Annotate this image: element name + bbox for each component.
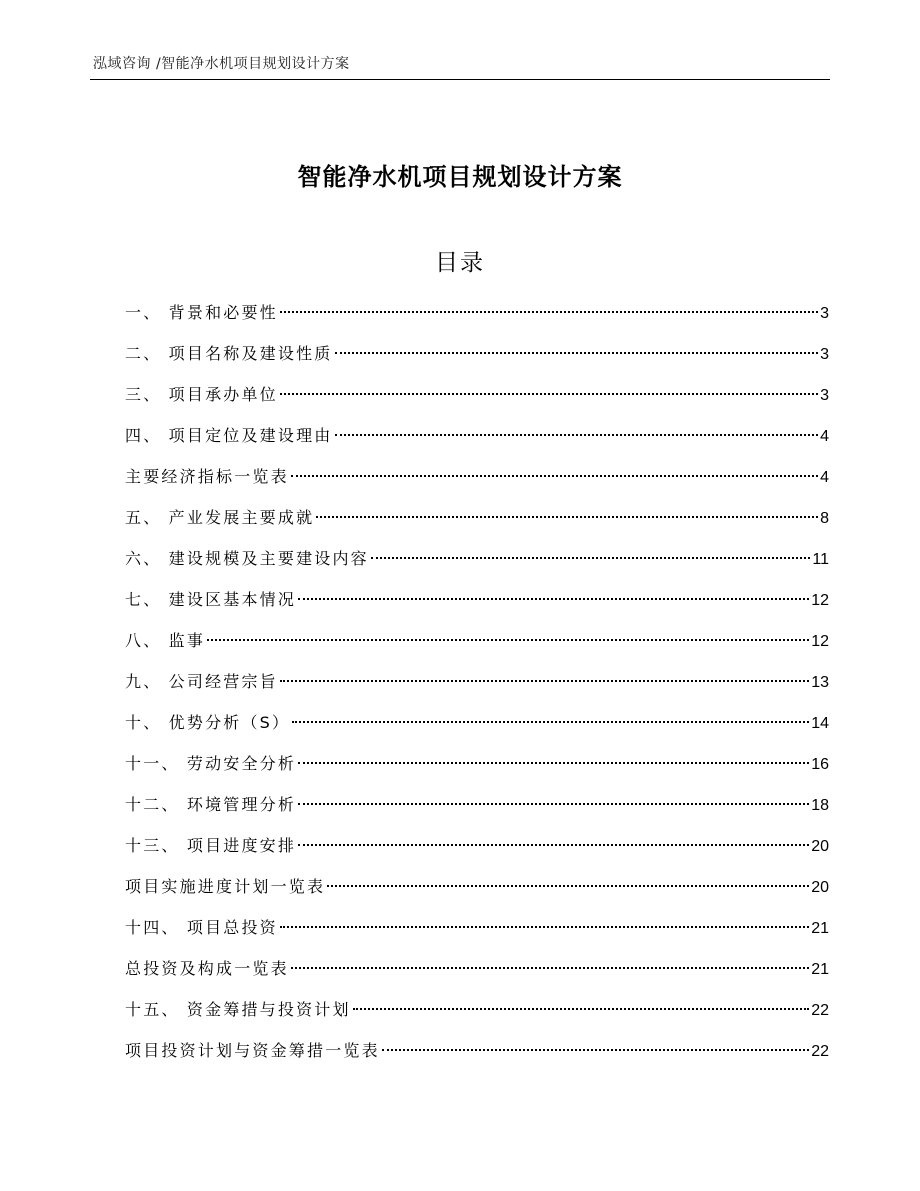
toc-page-number: 3 [820, 305, 829, 322]
toc-dot-leader [298, 844, 809, 846]
toc-entry-label: 十五、 资金筹措与投资计划 [125, 1000, 351, 1019]
table-of-contents [125, 296, 829, 1075]
toc-page-number: 14 [811, 715, 829, 732]
toc-entry[interactable] [125, 296, 829, 337]
toc-page-number: 11 [812, 551, 829, 568]
toc-entry-label: 十四、 项目总投资 [125, 918, 278, 937]
toc-entry[interactable] [125, 993, 829, 1034]
toc-page-number: 8 [820, 510, 829, 527]
toc-page-number: 22 [811, 1043, 829, 1060]
toc-page-number: 4 [820, 428, 829, 445]
toc-dot-leader [335, 352, 819, 354]
toc-entry[interactable] [125, 706, 829, 747]
toc-entry[interactable] [125, 501, 829, 542]
toc-dot-leader [316, 516, 818, 518]
toc-entry-label: 总投资及构成一览表 [125, 959, 289, 978]
toc-entry-label: 十三、 项目进度安排 [125, 836, 297, 855]
header-divider [90, 79, 830, 80]
toc-page-number: 12 [811, 633, 829, 650]
toc-dot-leader [353, 1008, 810, 1010]
toc-page-number: 4 [820, 469, 829, 486]
toc-entry-label: 二、 项目名称及建设性质 [125, 344, 333, 363]
toc-entry-label: 四、 项目定位及建设理由 [125, 426, 333, 445]
toc-entry[interactable] [125, 952, 829, 993]
toc-entry-label: 一、 背景和必要性 [125, 303, 278, 322]
toc-page-number: 22 [811, 1002, 829, 1019]
toc-dot-leader [298, 803, 809, 805]
toc-page-number: 20 [811, 879, 829, 896]
toc-page-number: 16 [811, 756, 829, 773]
toc-entry-label: 项目实施进度计划一览表 [125, 877, 326, 896]
toc-entry-label: 九、 公司经营宗旨 [125, 672, 278, 691]
toc-entry[interactable] [125, 378, 829, 419]
toc-entry[interactable] [125, 337, 829, 378]
toc-dot-leader [291, 967, 809, 969]
toc-entry[interactable] [125, 624, 829, 665]
toc-entry[interactable] [125, 460, 829, 501]
toc-dot-leader [291, 475, 818, 477]
toc-entry-label: 七、 建设区基本情况 [125, 590, 297, 609]
toc-dot-leader [371, 557, 811, 559]
toc-entry[interactable] [125, 911, 829, 952]
toc-dot-leader [327, 885, 809, 887]
toc-entry[interactable] [125, 542, 829, 583]
toc-entry[interactable] [125, 829, 829, 870]
toc-entry-label: 十一、 劳动安全分析 [125, 754, 297, 773]
toc-entry-label: 五、 产业发展主要成就 [125, 508, 315, 527]
toc-dot-leader [292, 721, 809, 723]
toc-entry[interactable] [125, 870, 829, 911]
toc-dot-leader [382, 1049, 809, 1051]
toc-page-number: 18 [811, 797, 829, 814]
toc-entry[interactable] [125, 583, 829, 624]
toc-dot-leader [280, 926, 809, 928]
toc-entry-label: 三、 项目承办单位 [125, 385, 278, 404]
toc-page-number: 21 [811, 920, 829, 937]
toc-dot-leader [298, 598, 809, 600]
toc-dot-leader [280, 680, 809, 682]
toc-entry[interactable] [125, 1034, 829, 1075]
toc-entry[interactable] [125, 665, 829, 706]
toc-entry-label: 主要经济指标一览表 [125, 467, 289, 486]
toc-page-number: 12 [811, 592, 829, 609]
toc-entry[interactable] [125, 419, 829, 460]
toc-dot-leader [335, 434, 819, 436]
toc-page-number: 3 [820, 346, 829, 363]
toc-page-number: 13 [811, 674, 829, 691]
running-header: 泓域咨询 /智能净水机项目规划设计方案 [93, 56, 350, 72]
toc-page-number: 20 [811, 838, 829, 855]
document-title: 智能净水机项目规划设计方案 [297, 163, 623, 191]
toc-entry[interactable] [125, 788, 829, 829]
toc-dot-leader [207, 639, 809, 641]
toc-entry-label: 十二、 环境管理分析 [125, 795, 297, 814]
toc-dot-leader [280, 393, 818, 395]
toc-dot-leader [298, 762, 809, 764]
toc-page-number: 3 [820, 387, 829, 404]
toc-page-number: 21 [811, 961, 829, 978]
toc-heading: 目录 [435, 250, 485, 276]
toc-entry-label: 六、 建设规模及主要建设内容 [125, 549, 369, 568]
toc-entry-label: 八、 监事 [125, 631, 206, 650]
toc-entry-label: 项目投资计划与资金筹措一览表 [125, 1041, 380, 1060]
toc-dot-leader [280, 311, 818, 313]
toc-entry[interactable] [125, 747, 829, 788]
toc-entry-label: 十、 优势分析（S） [125, 713, 291, 732]
